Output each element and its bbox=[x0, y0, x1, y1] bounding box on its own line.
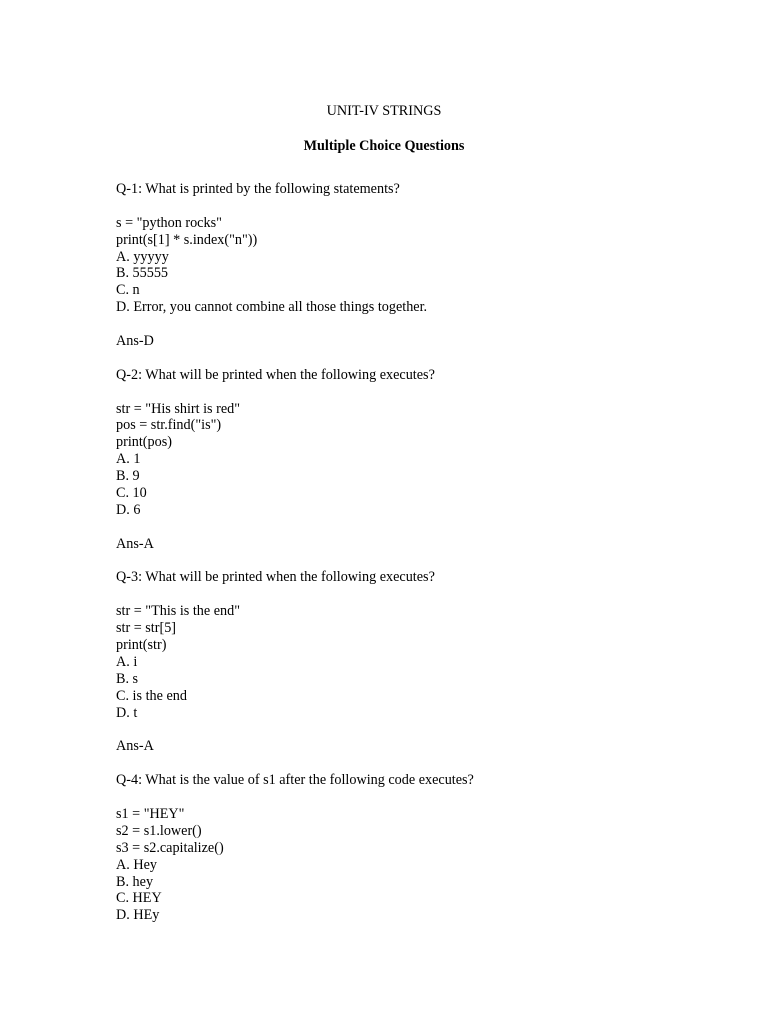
answer-option: B. 9 bbox=[116, 468, 140, 485]
answer-option: B. hey bbox=[116, 873, 154, 890]
answer-option: D. Error, you cannot combine all those things together. bbox=[116, 299, 428, 316]
answer-key: Ans-A bbox=[116, 738, 154, 755]
blank-line bbox=[116, 586, 716, 603]
blank-line bbox=[116, 755, 716, 772]
answer-option: D. 6 bbox=[116, 501, 141, 518]
code-line: s2 = s1.lower() bbox=[116, 822, 202, 839]
answer-option: C. is the end bbox=[116, 687, 187, 704]
answer-option: C. 10 bbox=[116, 485, 147, 502]
blank-line bbox=[116, 316, 716, 333]
answer-option: B. 55555 bbox=[116, 265, 169, 282]
answer-option: A. yyyyy bbox=[116, 248, 169, 265]
blank-line bbox=[116, 198, 716, 215]
code-line: print(pos) bbox=[116, 434, 172, 451]
answer-option: A. i bbox=[116, 653, 138, 670]
code-line: str = "This is the end" bbox=[116, 603, 241, 620]
code-line: s1 = "HEY" bbox=[116, 805, 185, 822]
answer-option: C. HEY bbox=[116, 890, 162, 907]
question-text: Q-1: What is printed by the following statements? bbox=[116, 181, 400, 197]
answer-option: D. HEy bbox=[116, 907, 160, 924]
code-line: s3 = s2.capitalize() bbox=[116, 839, 224, 856]
answer-option: D. t bbox=[116, 704, 138, 721]
blank-line bbox=[116, 384, 716, 401]
code-line: print(str) bbox=[116, 637, 167, 654]
blank-line bbox=[116, 553, 716, 570]
answer-option: B. s bbox=[116, 670, 139, 687]
question-text: Q-2: What will be printed when the following executes? bbox=[116, 366, 435, 383]
blank-line bbox=[116, 722, 716, 739]
code-line: pos = str.find("is") bbox=[116, 417, 222, 434]
page-title: UNIT-IV STRINGS bbox=[326, 103, 442, 119]
answer-key: Ans-D bbox=[116, 333, 154, 350]
code-line: str = str[5] bbox=[116, 620, 177, 637]
answer-option: A. Hey bbox=[116, 856, 157, 873]
answer-option: C. n bbox=[116, 282, 140, 299]
answer-key: Ans-A bbox=[116, 535, 154, 552]
blank-line bbox=[116, 789, 716, 806]
page-subtitle: Multiple Choice Questions bbox=[303, 138, 465, 154]
code-line: s = "python rocks" bbox=[116, 214, 222, 231]
answer-option: A. 1 bbox=[116, 451, 141, 468]
code-line: print(s[1] * s.index("n")) bbox=[116, 231, 258, 248]
blank-line bbox=[116, 350, 716, 367]
question-text: Q-4: What is the value of s1 after the following code executes? bbox=[116, 772, 474, 789]
question-text: Q-3: What will be printed when the following executes? bbox=[116, 569, 435, 586]
question-list bbox=[116, 181, 716, 924]
blank-line bbox=[116, 519, 716, 536]
code-line: str = "His shirt is red" bbox=[116, 400, 241, 417]
